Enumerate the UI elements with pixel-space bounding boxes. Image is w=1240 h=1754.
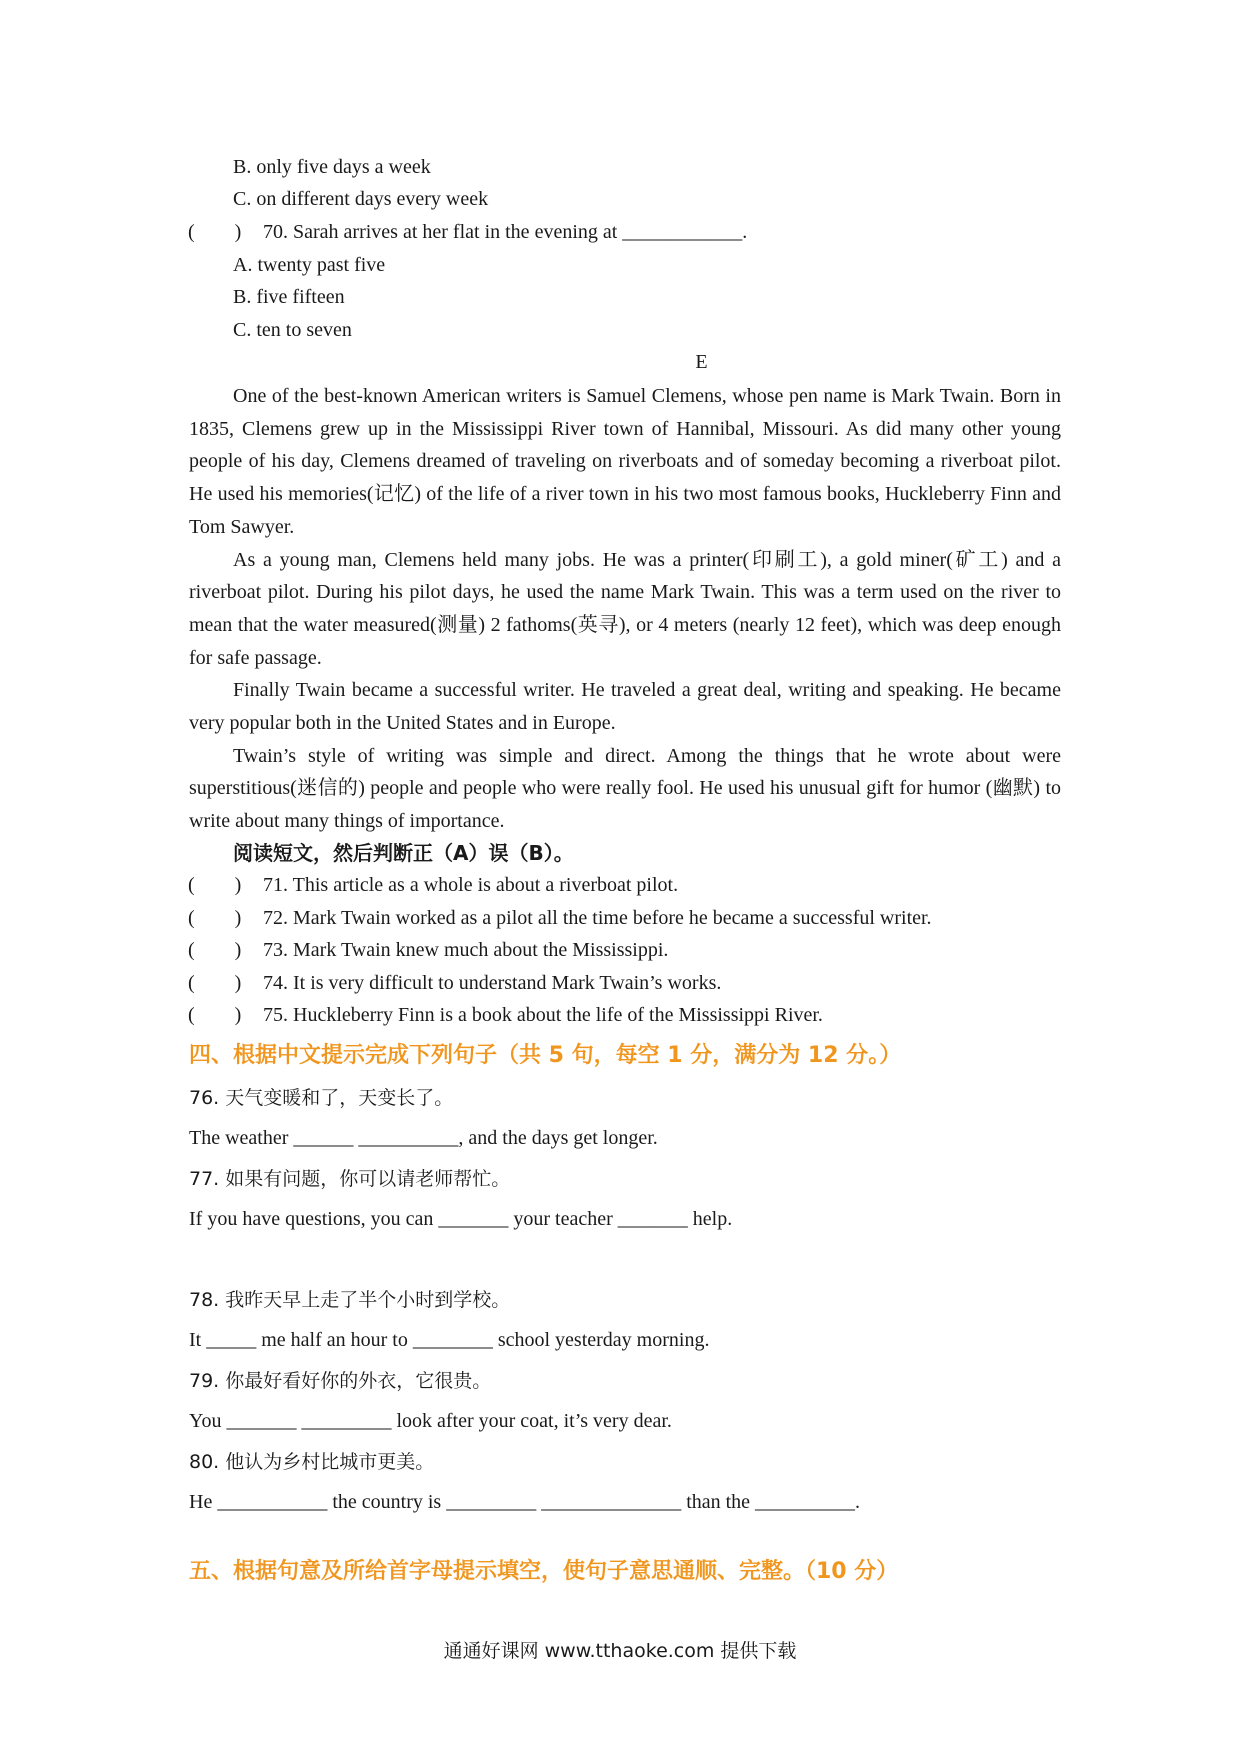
q75-answer-parens: ( ) bbox=[188, 1004, 242, 1026]
q70-answer-parens: ( ) bbox=[188, 221, 242, 243]
q79-chinese-prompt: 79. 你最好看好你的外衣，它很贵。 bbox=[189, 1370, 492, 1392]
q77-english-sentence: If you have questions, you can _______ your teacher _______ help. bbox=[189, 1208, 733, 1230]
q70-option-a: A. twenty past five bbox=[233, 254, 386, 276]
passage-paragraph: As a young man, Clemens held many jobs. He was a printer(印刷工), a gold miner(矿工) and a riverboat pilot. During his pilot days, he used the name Mark Twain. This was a term used on the river to mean that the water measured(测量) 2 fathoms(英寻), or 4 meters (nearly 12 feet), which was deep enough for safe passage. bbox=[189, 548, 1061, 669]
q79-english-sentence: You _______ _________ look after your coat, it’s very dear. bbox=[189, 1410, 672, 1432]
q77-chinese-prompt: 77. 如果有问题，你可以请老师帮忙。 bbox=[189, 1168, 511, 1190]
q75-statement: 75. Huckleberry Finn is a book about the life of the Mississippi River. bbox=[263, 1004, 823, 1026]
q80-chinese-prompt: 80. 他认为乡村比城市更美。 bbox=[189, 1451, 435, 1473]
q73-answer-parens: ( ) bbox=[188, 939, 242, 961]
q71-answer-parens: ( ) bbox=[188, 874, 242, 896]
q72-statement: 72. Mark Twain worked as a pilot all the time before he became a successful writer. bbox=[263, 907, 932, 929]
q74-statement: 74. It is very difficult to understand Mark Twain’s works. bbox=[263, 972, 722, 994]
passage-heading: E bbox=[695, 351, 708, 373]
passage-paragraph: Finally Twain became a successful writer. He traveled a great deal, writing and speaking. He became very popular both in the United States and in Europe. bbox=[189, 679, 1061, 735]
q70-option-b: B. five fifteen bbox=[233, 286, 345, 308]
q76-chinese-prompt: 76. 天气变暖和了，天变长了。 bbox=[189, 1087, 454, 1109]
q69-option-b: B. only five days a week bbox=[233, 156, 431, 178]
section-4-title: 四、根据中文提示完成下列句子（共 5 句，每空 1 分，满分为 12 分。） bbox=[189, 1043, 902, 1068]
q76-english-sentence: The weather ______ __________, and the days get longer. bbox=[189, 1127, 658, 1149]
q78-chinese-prompt: 78. 我昨天早上走了半个小时到学校。 bbox=[189, 1289, 511, 1311]
q80-english-sentence: He ___________ the country is _________ ______________ than the __________. bbox=[189, 1491, 861, 1513]
section-5-title: 五、根据句意及所给首字母提示填空，使句子意思通顺、完整。（10 分） bbox=[189, 1559, 899, 1584]
passage-paragraph: One of the best-known American writers is Samuel Clemens, whose pen name is Mark Twain. Born in 1835, Clemens grew up in the Mississippi River town of Hannibal, Missouri. As did many other young people of his day, Clemens dreamed of traveling on riverboats and of someday becoming a riverboat pilot. He used his memories(记忆) of the life of a river town in his two most famous books, Huckleberry Finn and Tom Sawyer. bbox=[189, 385, 1061, 538]
q78-english-sentence: It _____ me half an hour to ________ school yesterday morning. bbox=[189, 1329, 710, 1351]
q70-option-c: C. ten to seven bbox=[233, 319, 352, 341]
passage-paragraph: Twain’s style of writing was simple and direct. Among the things that he wrote about were superstitious(迷信的) people and people who were really fool. He used his unusual gift for humor (幽默) to write about many things of importance. bbox=[189, 744, 1061, 833]
q70-stem: 70. Sarah arrives at her flat in the evening at ____________. bbox=[263, 221, 748, 243]
q72-answer-parens: ( ) bbox=[188, 907, 242, 929]
page-footer: 通通好课网 www.tthaoke.com 提供下载 bbox=[443, 1640, 797, 1662]
passage-body bbox=[189, 380, 1061, 838]
q71-statement: 71. This article as a whole is about a riverboat pilot. bbox=[263, 874, 679, 896]
q73-statement: 73. Mark Twain knew much about the Mississippi. bbox=[263, 939, 669, 961]
q74-answer-parens: ( ) bbox=[188, 972, 242, 994]
passage-instruction: 阅读短文，然后判断正（A）误（B）。 bbox=[233, 841, 574, 865]
q69-option-c: C. on different days every week bbox=[233, 188, 489, 210]
